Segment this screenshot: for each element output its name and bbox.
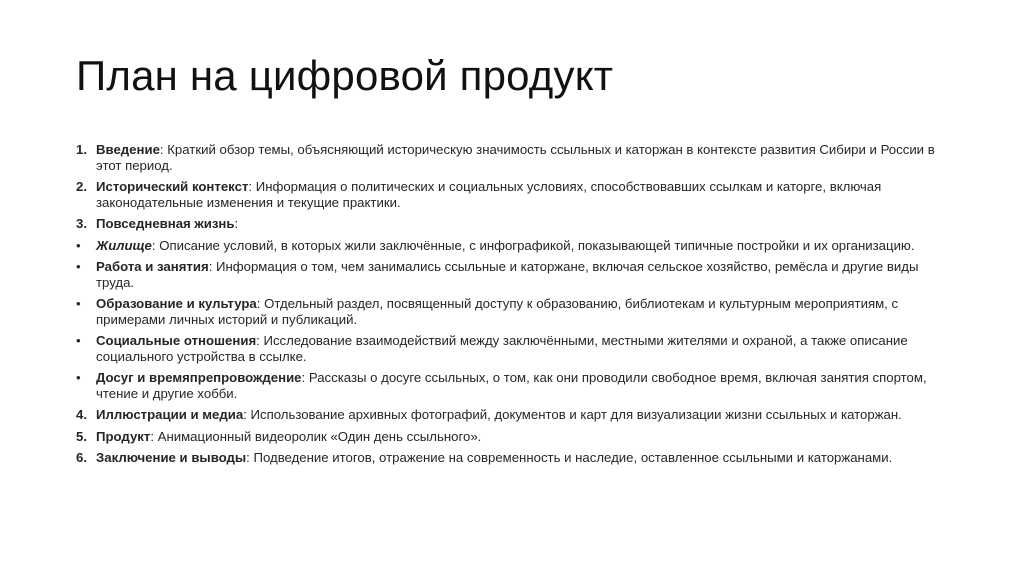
- item-term: Работа и занятия: [96, 259, 209, 274]
- list-item-social-relations: [76, 333, 956, 364]
- bullet-marker: •: [76, 296, 81, 311]
- bullet-marker: •: [76, 333, 81, 348]
- item-text: : Краткий обзор темы, объясняющий историческую значимость ссыльных и каторжан в контексте развития Сибири и России в этот период.: [96, 142, 935, 173]
- item-text: : Рассказы о досуге ссыльных, о том, как они проводили свободное время, включая занятия спортом, чтение и другие хобби.: [96, 370, 927, 401]
- item-text: : Отдельный раздел, посвященный доступу к образованию, библиотекам и культурным мероприятиям, с примерами личных историй и публикаций.: [96, 296, 899, 327]
- item-text: : Подведение итогов, отражение на современность и наследие, оставленное ссыльными и каторжанами.: [246, 450, 893, 465]
- item-term: Образование и культура: [96, 296, 257, 311]
- list-number: 4.: [76, 407, 87, 422]
- bullet-marker: •: [76, 237, 81, 253]
- item-term: Заключение и выводы: [96, 450, 247, 465]
- list-number: 3.: [76, 216, 87, 231]
- list-number: 2.: [76, 179, 87, 194]
- item-text: : Информация о том, чем занимались ссыльные и каторжане, включая сельское хозяйство, ремёсла и другие виды труда.: [96, 259, 919, 290]
- list-item-education: [76, 296, 956, 327]
- list-number: 1.: [76, 142, 87, 157]
- item-term: Введение: [96, 142, 160, 157]
- bullet-marker: •: [76, 259, 81, 274]
- item-text: : Описание условий, в которых жили заключённые, с инфографикой, показывающей типичные постройки и их организацию.: [151, 237, 915, 253]
- item-term: Социальные отношения: [96, 333, 257, 348]
- list-item-historical-context: [76, 179, 956, 210]
- list-item-product: [76, 429, 956, 445]
- item-term: Жилище: [96, 237, 152, 253]
- item-term: Досуг и времяпрепровождение: [96, 370, 302, 385]
- item-text: : Использование архивных фотографий, документов и карт для визуализации жизни ссыльных и каторжан.: [243, 407, 902, 422]
- list-number: 5.: [76, 428, 87, 444]
- list-item-everyday-life: [76, 216, 956, 232]
- list-item-housing: [76, 238, 956, 254]
- list-item-introduction: [76, 142, 956, 173]
- item-text: : Исследование взаимодействий между заключёнными, местными жителями и охраной, а также описание социального устройства в ссылке.: [96, 333, 908, 364]
- slide-title: План на цифровой продукт: [76, 52, 614, 99]
- list-item-work: [76, 259, 956, 290]
- item-text: : Информация о политических и социальных условиях, способствовавших ссылкам и каторге, включая законодательные изменения и текущие практики.: [96, 179, 882, 210]
- list-item-conclusion: [76, 450, 956, 466]
- list-item-leisure: [76, 370, 956, 401]
- item-text: : Анимационный видеоролик «Один день ссыльного».: [150, 428, 482, 444]
- outline-list: [76, 142, 956, 466]
- item-term: Иллюстрации и медиа: [96, 407, 244, 422]
- item-term: Продукт: [96, 428, 151, 444]
- list-item-illustrations: [76, 407, 956, 423]
- item-term: Повседневная жизнь: [96, 216, 235, 231]
- list-number: 6.: [76, 450, 87, 465]
- bullet-marker: •: [76, 370, 81, 385]
- item-text: :: [234, 216, 239, 231]
- item-term: Исторический контекст: [96, 179, 249, 194]
